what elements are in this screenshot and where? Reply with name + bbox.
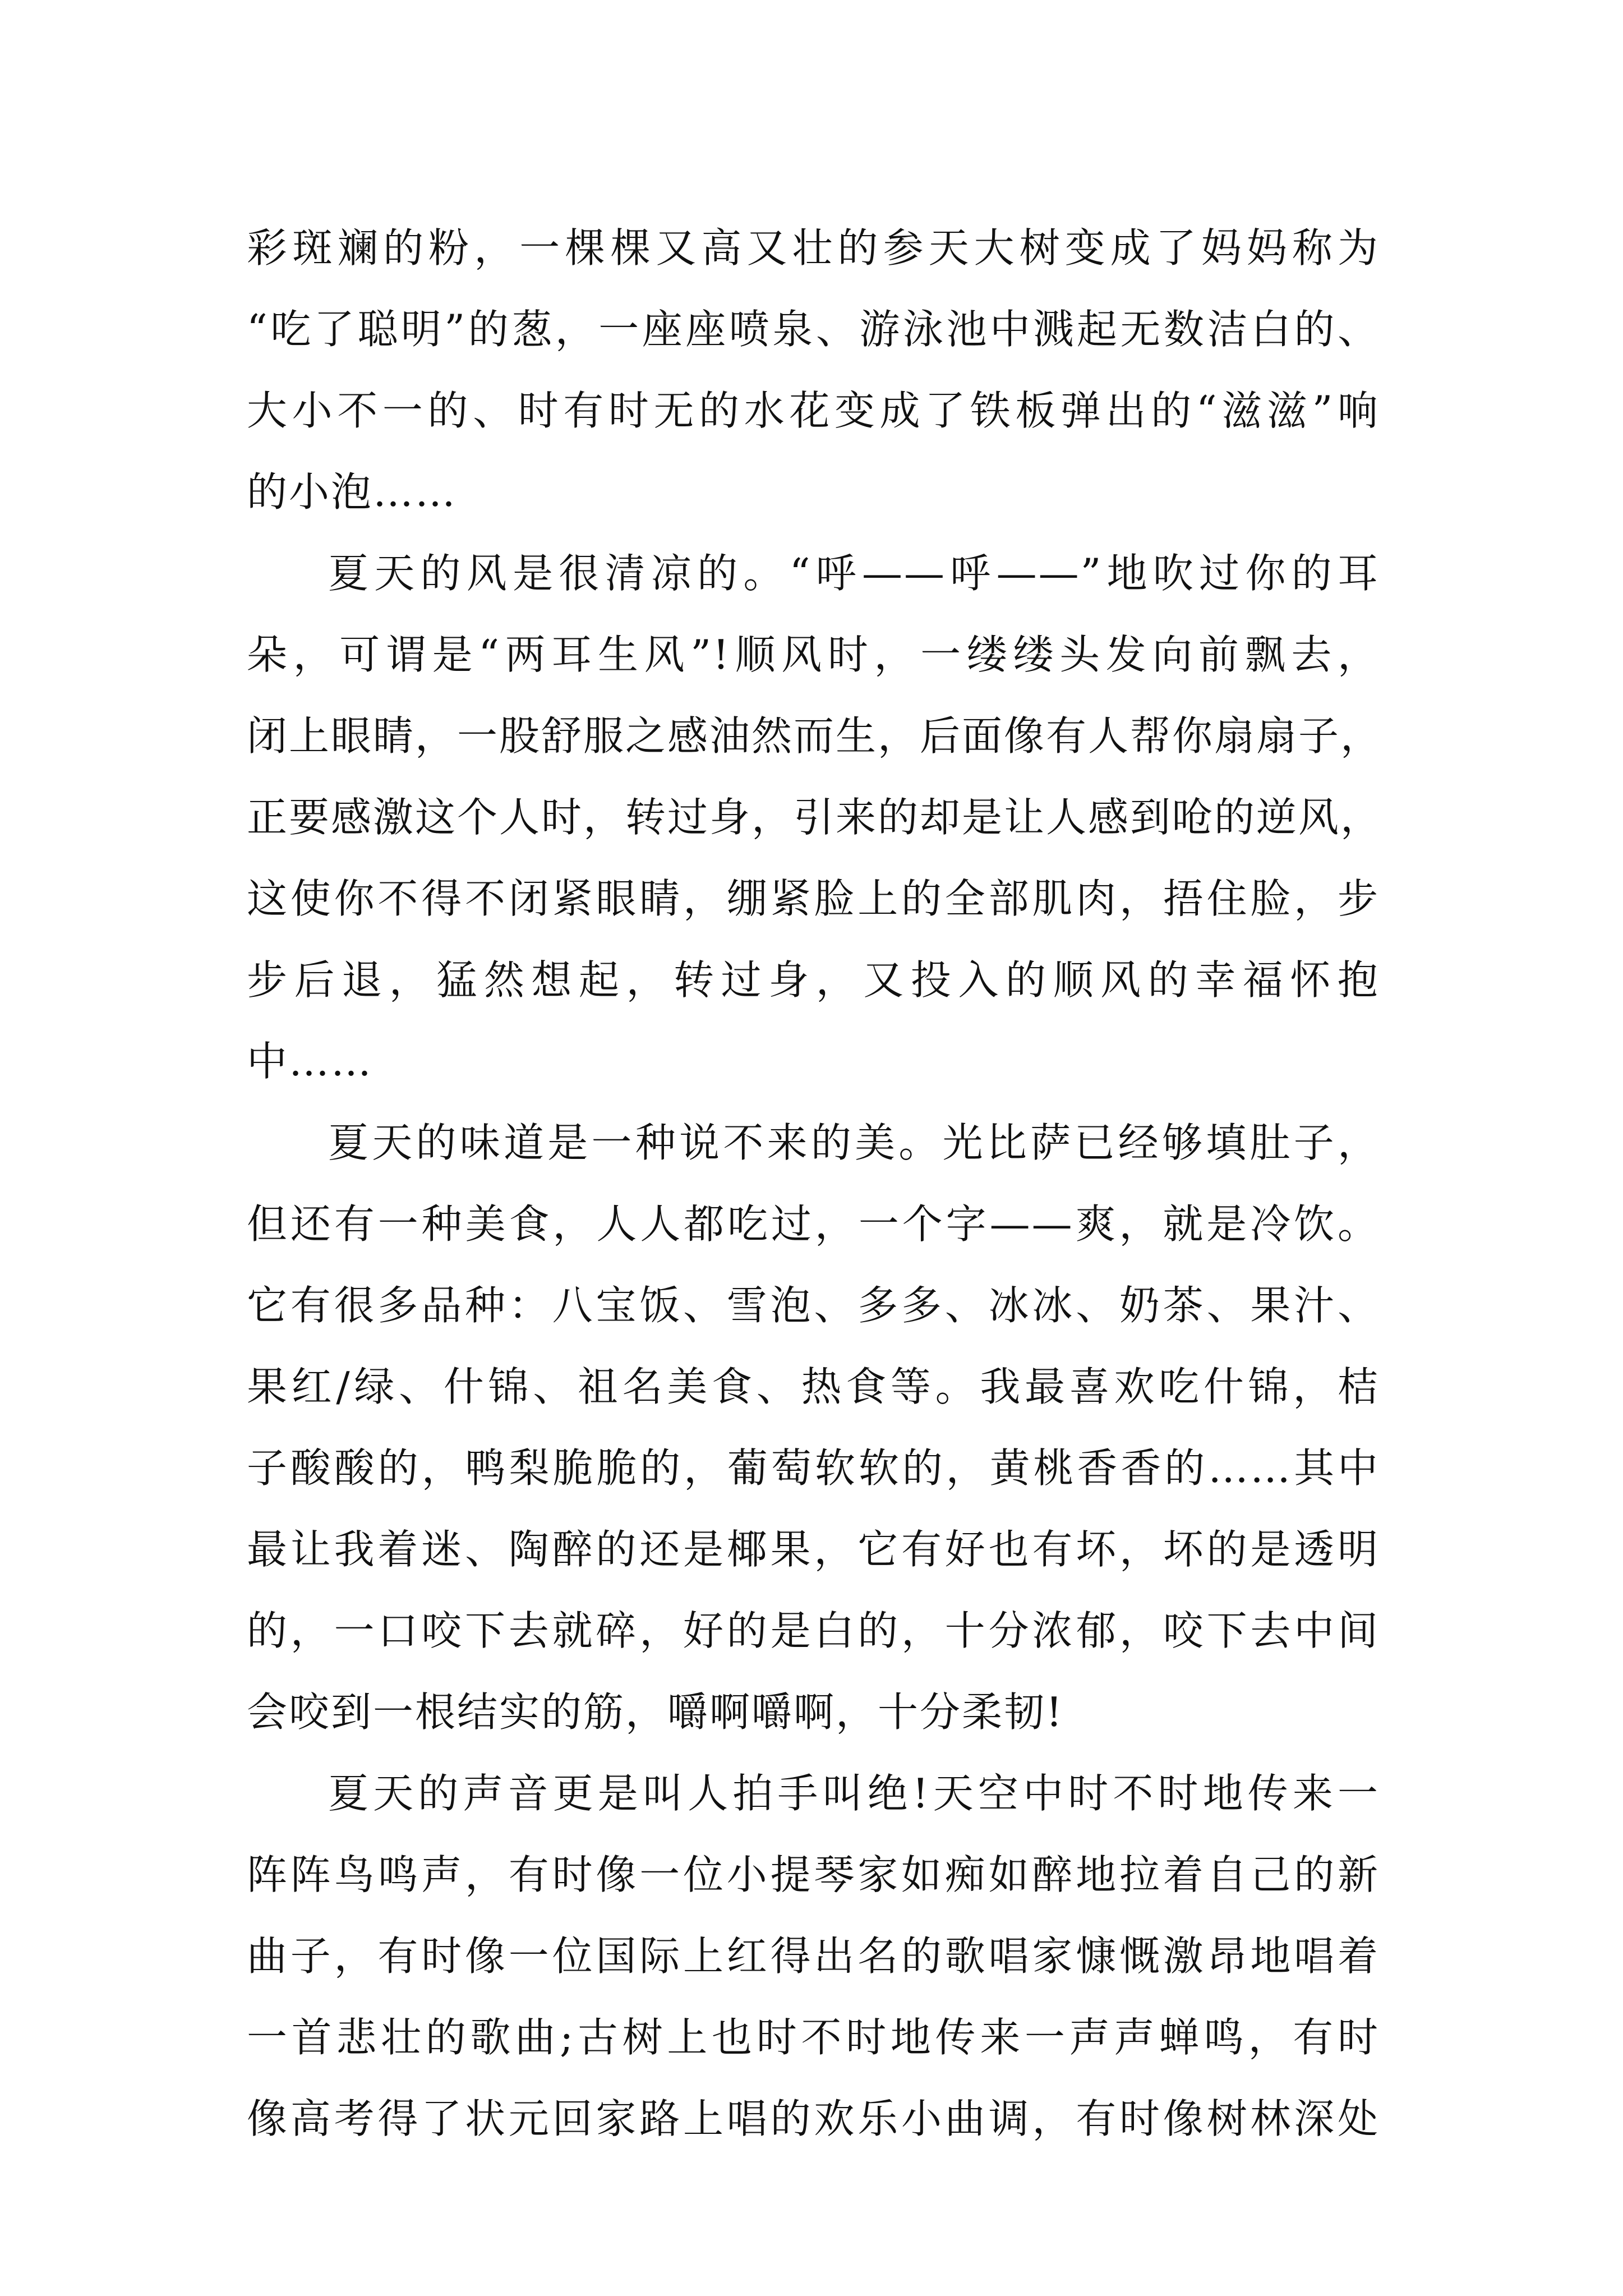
document-body bbox=[247, 208, 1383, 2160]
text-line: 的，一口咬下去就碎，好的是白的，十分浓郁，咬下去中间 bbox=[247, 1607, 1380, 1654]
text-line: 大小不一的、时有时无的水花变成了铁板弹出的“滋滋”响 bbox=[247, 387, 1380, 434]
text-line: 的小泡…… bbox=[247, 468, 458, 516]
text-line: 子酸酸的，鸭梨脆脆的，葡萄软软的，黄桃香香的……其中 bbox=[247, 1444, 1380, 1492]
text-line: 夏天的风是很清凉的。“呼——呼——”地吹过你的耳 bbox=[328, 550, 1380, 597]
text-line: 彩斑斓的粉，一棵棵又高又壮的参天大树变成了妈妈称为 bbox=[247, 224, 1380, 272]
text-line: 会咬到一根结实的筋，嚼啊嚼啊，十分柔韧! bbox=[247, 1688, 1064, 1736]
text-line: 但还有一种美食，人人都吃过，一个字——爽，就是冷饮。 bbox=[247, 1200, 1380, 1248]
text-line: 阵阵鸟鸣声，有时像一位小提琴家如痴如醉地拉着自己的新 bbox=[247, 1851, 1380, 1898]
text-line: 一首悲壮的歌曲;古树上也时不时地传来一声声蝉鸣，有时 bbox=[247, 2014, 1380, 2061]
text-line: 这使你不得不闭紧眼睛，绷紧脸上的全部肌肉，捂住脸，步 bbox=[247, 875, 1380, 922]
text-line: 朵，可谓是“两耳生风”!顺风时，一缕缕头发向前飘去， bbox=[247, 631, 1380, 678]
text-line: 果红/绿、什锦、祖名美食、热食等。我最喜欢吃什锦，桔 bbox=[247, 1363, 1380, 1410]
text-line: 夏天的声音更是叫人拍手叫绝!天空中时不时地传来一 bbox=[328, 1770, 1380, 1817]
text-line: 正要感激这个人时，转过身，引来的却是让人感到呛的逆风， bbox=[247, 794, 1383, 841]
text-line: 闭上眼睛，一股舒服之感油然而生，后面像有人帮你扇扇子， bbox=[247, 712, 1383, 760]
text-line: 它有很多品种：八宝饭、雪泡、多多、冰冰、奶茶、果汁、 bbox=[247, 1282, 1380, 1329]
text-line: 最让我着迷、陶醉的还是椰果，它有好也有坏，坏的是透明 bbox=[247, 1526, 1380, 1573]
text-line: 夏天的味道是一种说不来的美。光比萨已经够填肚子， bbox=[328, 1119, 1380, 1166]
text-line: 像高考得了状元回家路上唱的欢乐小曲调，有时像树林深处 bbox=[247, 2095, 1380, 2142]
text-line: 曲子，有时像一位国际上红得出名的歌唱家慷慨激昂地唱着 bbox=[247, 1932, 1380, 1980]
text-line: “吃了聪明”的葱，一座座喷泉、游泳池中溅起无数洁白的、 bbox=[247, 306, 1380, 353]
text-line: 中…… bbox=[247, 1038, 374, 1085]
text-line: 步后退，猛然想起，转过身，又投入的顺风的幸福怀抱 bbox=[247, 956, 1380, 1004]
